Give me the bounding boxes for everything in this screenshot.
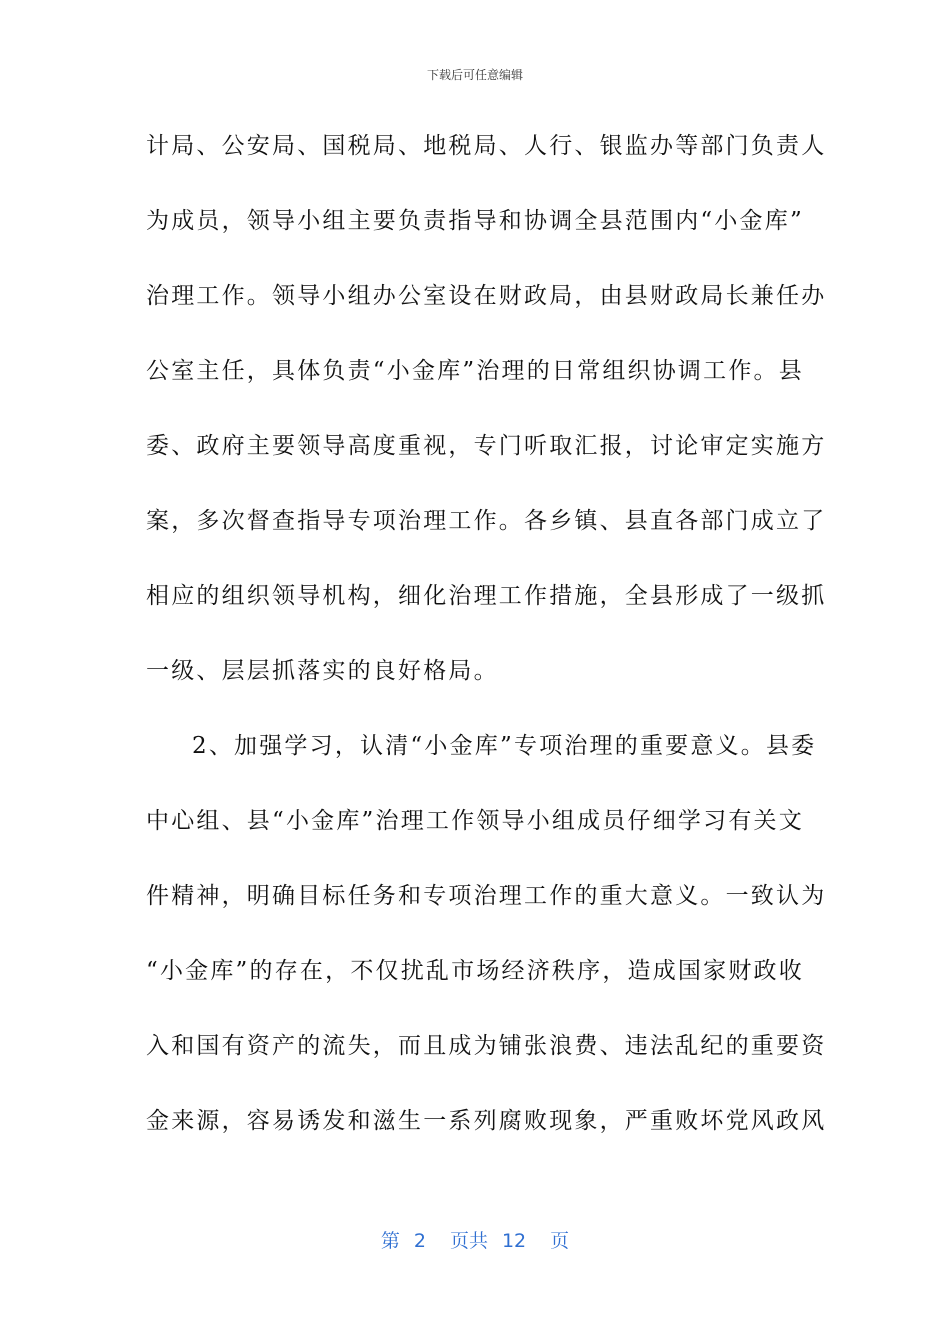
page-header: 下载后可任意编辑: [426, 68, 523, 82]
text-line: “小金库”的存在，不仅扰乱市场经济秩序，造成国家财政收: [146, 958, 804, 984]
text-line: 案，多次督查指导专项治理工作。各乡镇、县直各部门成立了: [146, 508, 827, 534]
current-page-number: 2: [413, 1230, 426, 1252]
text-line: 金来源，容易诱发和滋生一系列腐败现象，严重败坏党风政风: [146, 1108, 827, 1134]
paragraph-start-line: 2、加强学习，认清“小金库”专项治理的重要意义。县委: [192, 733, 817, 759]
text-line: 一级、层层抓落实的良好格局。: [146, 658, 499, 684]
text-line: 公室主任，具体负责“小金库”治理的日常组织协调工作。县: [146, 358, 804, 384]
total-pages-number: 12: [501, 1230, 527, 1252]
footer-prefix: 第: [380, 1230, 400, 1252]
text-line: 相应的组织领导机构，细化治理工作措施，全县形成了一级抓: [146, 583, 827, 609]
text-line: 中心组、县“小金库”治理工作领导小组成员仔细学习有关文: [146, 808, 804, 834]
text-line: 治理工作。领导小组办公室设在财政局，由县财政局长兼任办: [146, 283, 827, 309]
text-line: 件精神，明确目标任务和专项治理工作的重大意义。一致认为: [146, 883, 827, 909]
footer-middle: 页共: [449, 1230, 488, 1252]
text-line: 委、政府主要领导高度重视，专门听取汇报，讨论审定实施方: [146, 433, 827, 459]
text-line: 为成员，领导小组主要负责指导和协调全县范围内“小金库”: [146, 208, 804, 234]
text-line: 入和国有资产的流失，而且成为铺张浪费、违法乱纪的重要资: [146, 1033, 827, 1059]
page-footer: [0, 1226, 950, 1253]
footer-suffix: 页: [550, 1230, 570, 1252]
text-line: 计局、公安局、国税局、地税局、人行、银监办等部门负责人: [146, 133, 827, 159]
